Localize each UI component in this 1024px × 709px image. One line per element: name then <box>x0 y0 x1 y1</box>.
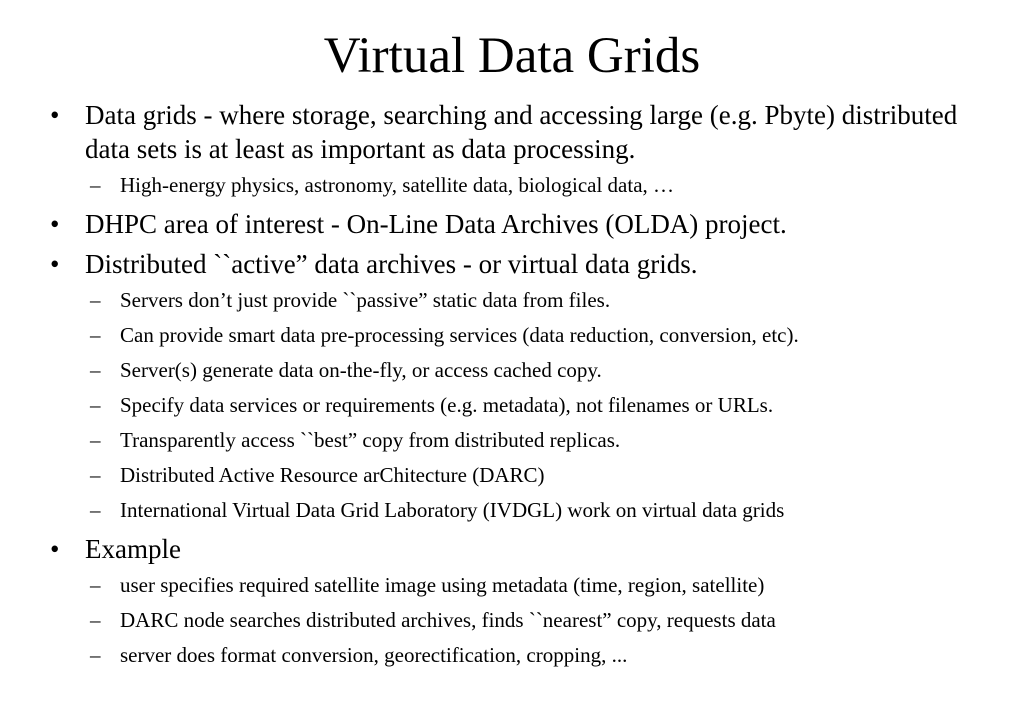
bullet-icon: • <box>50 249 60 279</box>
sub-bullet-text: Servers don’t just provide ``passive” static data from files. <box>120 288 611 312</box>
bullet-item-example <box>50 532 1000 668</box>
slide-title: Virtual Data Grids <box>323 28 701 84</box>
sub-bullet-item <box>80 497 1000 523</box>
dash-icon: – <box>90 393 101 417</box>
sub-bullet-item <box>80 642 1000 668</box>
dash-icon: – <box>90 428 101 452</box>
sub-bullet-text: server does format conversion, georectification, cropping, ... <box>120 643 628 667</box>
sub-bullet-item <box>80 172 1000 198</box>
bullet-icon: • <box>50 209 60 239</box>
dash-icon: – <box>90 608 101 632</box>
sub-bullet-item <box>80 357 1000 383</box>
dash-icon: – <box>90 643 101 667</box>
sub-bullet-text: Distributed Active Resource arChitecture (DARC) <box>120 463 545 487</box>
bullet-text: Data grids - where storage, searching and accessing large (e.g. Pbyte) distributed data sets is at least as important as data processing. <box>85 100 958 164</box>
bullet-item-data-grids <box>50 98 1000 198</box>
sub-bullet-text: Server(s) generate data on-the-fly, or access cached copy. <box>120 358 602 382</box>
bullet-text: DHPC area of interest - On-Line Data Archives (OLDA) project. <box>85 209 787 239</box>
sub-bullet-list <box>85 172 1000 198</box>
bullet-icon: • <box>50 100 60 130</box>
bullet-item-dhpc <box>50 207 1000 241</box>
sub-bullet-item <box>80 322 1000 348</box>
dash-icon: – <box>90 173 101 197</box>
sub-bullet-item <box>80 427 1000 453</box>
dash-icon: – <box>90 573 101 597</box>
sub-bullet-item <box>80 607 1000 633</box>
sub-bullet-list <box>85 287 1000 523</box>
dash-icon: – <box>90 288 101 312</box>
bullet-text: Distributed ``active” data archives - or virtual data grids. <box>85 249 698 279</box>
bullet-list <box>50 98 1000 668</box>
bullet-icon: • <box>50 534 60 564</box>
sub-bullet-item <box>80 392 1000 418</box>
sub-bullet-text: user specifies required satellite image using metadata (time, region, satellite) <box>120 573 765 597</box>
bullet-item-distributed-archives <box>50 247 1000 523</box>
sub-bullet-text: International Virtual Data Grid Laboratory (IVDGL) work on virtual data grids <box>120 498 785 522</box>
sub-bullet-list <box>85 572 1000 668</box>
sub-bullet-item <box>80 462 1000 488</box>
sub-bullet-item <box>80 572 1000 598</box>
bullet-text: Example <box>85 534 181 564</box>
sub-bullet-text: Transparently access ``best” copy from distributed replicas. <box>120 428 621 452</box>
dash-icon: – <box>90 358 101 382</box>
dash-icon: – <box>90 323 101 347</box>
dash-icon: – <box>90 498 101 522</box>
sub-bullet-text: Specify data services or requirements (e.g. metadata), not filenames or URLs. <box>120 393 774 417</box>
sub-bullet-text: High-energy physics, astronomy, satellite data, biological data, … <box>120 173 675 197</box>
sub-bullet-item <box>80 287 1000 313</box>
slide-content <box>50 98 1000 677</box>
sub-bullet-text: DARC node searches distributed archives, finds ``nearest” copy, requests data <box>120 608 776 632</box>
sub-bullet-text: Can provide smart data pre-processing services (data reduction, conversion, etc). <box>120 323 799 347</box>
dash-icon: – <box>90 463 101 487</box>
